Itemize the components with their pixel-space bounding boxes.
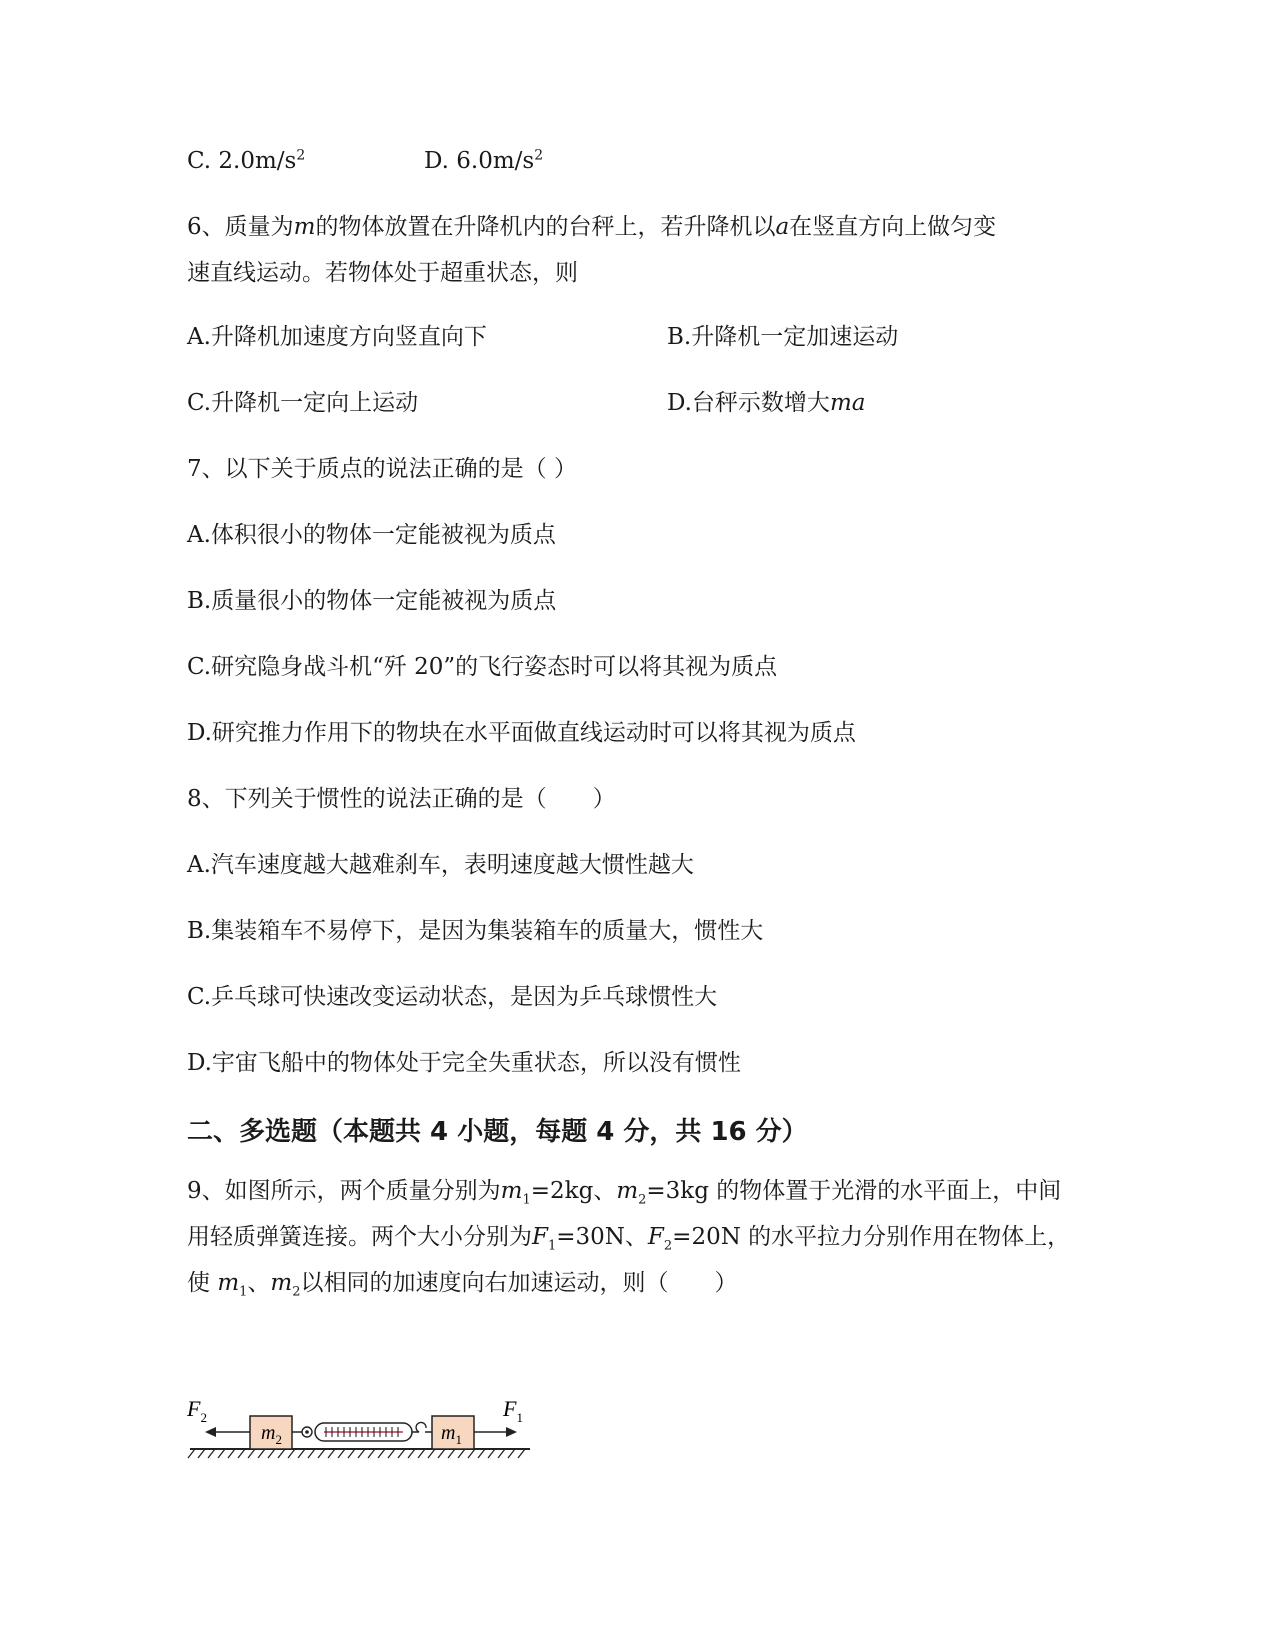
q7-option-c: C.研究隐身战斗机“歼 20”的飞行姿态时可以将其视为质点	[187, 654, 778, 680]
q8-option-c: C.乒乓球可快速改变运动状态，是因为乒乓球惯性大	[187, 984, 718, 1010]
force-f1-label: $F_1$	[503, 1396, 523, 1425]
ground-hatching	[188, 1449, 525, 1458]
force-f1-arrow	[474, 1427, 517, 1437]
q6-option-a: A.升降机加速度方向竖直向下	[187, 324, 487, 350]
spring-scale	[292, 1422, 432, 1441]
q8-stem: 8、下列关于惯性的说法正确的是（ ）	[187, 786, 616, 812]
q7-option-d: D.研究推力作用下的物块在水平面做直线运动时可以将其视为质点	[187, 720, 856, 746]
q6-stem-line2: 速直线运动。若物体处于超重状态，则	[187, 260, 578, 286]
force-f2-arrow	[205, 1427, 250, 1437]
q5-option-d: D. $6.0m/s^2$	[424, 147, 544, 174]
q6-option-b: B.升降机一定加速运动	[667, 324, 899, 350]
q8-option-d: D.宇宙飞船中的物体处于完全失重状态，所以没有惯性	[187, 1050, 741, 1076]
q8-option-a: A.汽车速度越大越难刹车，表明速度越大惯性越大	[187, 852, 694, 878]
q9-stem-line3: 使 $m_1$、$m_2$以相同的加速度向右加速运动，则（ ）	[187, 1270, 738, 1300]
q6-option-d: D.台秤示数增大ma	[667, 390, 866, 416]
block-m1-label: $m_1$	[441, 1422, 462, 1447]
q8-option-b: B.集装箱车不易停下，是因为集装箱车的质量大，惯性大	[187, 918, 764, 944]
q7-option-b: B.质量很小的物体一定能被视为质点	[187, 588, 557, 614]
q9-stem-line1: 9、如图所示，两个质量分别为$m_1=2kg$、$m_2=3kg$ 的物体置于光滑的水平面上，中间	[187, 1178, 1062, 1208]
force-f2-label: $F_2$	[187, 1396, 207, 1425]
q6-option-c: C.升降机一定向上运动	[187, 390, 419, 416]
spring-blocks-figure	[185, 1388, 545, 1468]
q9-stem-line2: 用轻质弹簧连接。两个大小分别为$F_1=30N$、$F_2=20N$ 的水平拉力分别作用在物体上，	[187, 1224, 1071, 1254]
q7-option-a: A.体积很小的物体一定能被视为质点	[187, 522, 556, 548]
section-heading-multiple-choice: 二、多选题（本题共 4 小题，每题 4 分，共 16 分）	[187, 1117, 808, 1147]
q7-stem: 7、以下关于质点的说法正确的是（ ）	[187, 456, 577, 482]
q6-stem-line1: 6、质量为m的物体放置在升降机内的台秤上，若升降机以a在竖直方向上做匀变	[187, 214, 997, 240]
q5-option-c: C. $2.0m/s^2$	[187, 147, 306, 174]
block-m2-label: $m_2$	[261, 1422, 282, 1447]
